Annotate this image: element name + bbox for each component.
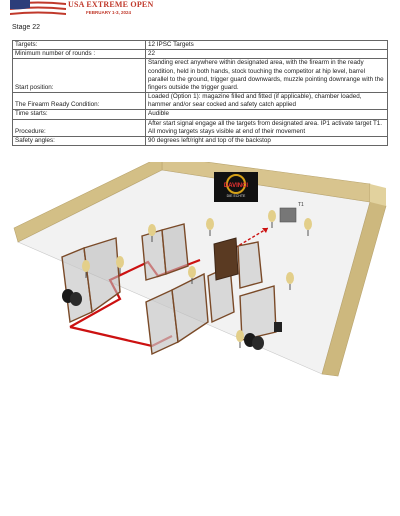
row-label: Safety angles: — [13, 136, 146, 145]
target — [236, 330, 244, 348]
row-label: Start position: — [13, 59, 146, 93]
table-row — [13, 136, 388, 145]
table-row — [13, 93, 388, 110]
stage-diagram — [12, 162, 388, 382]
barrel — [274, 322, 282, 332]
table-row — [13, 41, 388, 50]
banner-subtext: DIE ECHTE — [226, 194, 246, 198]
row-value: After start signal engage all the targets from designated area. IP1 activate target T1. All moving targets stays visible at end of their movement — [146, 119, 388, 136]
logo-date: FEBRUARY 1-3, 2024 — [86, 10, 132, 15]
banner-text: DAVINCI — [223, 183, 249, 189]
row-value: Standing erect anywhere within designated area, with the firearm in the ready condition, held in both hands, stock touching the competitor at hip level, barrel parallel to the ground, trigger guard downwards, muzzle pointing downrange with the fingers outside the trigger guard. — [146, 59, 388, 93]
sponsor-banner — [214, 172, 258, 202]
row-label: Procedure: — [13, 119, 146, 136]
table-row — [13, 50, 388, 59]
row-value: 90 degrees left/right and top of the backstop — [146, 136, 388, 145]
row-value: 22 — [146, 50, 388, 59]
american-flag-icon — [10, 0, 66, 18]
event-logo — [10, 0, 154, 20]
door — [214, 238, 238, 280]
row-label: The Firearm Ready Condition: — [13, 93, 146, 110]
row-label: Time starts: — [13, 110, 146, 119]
stage-title: Stage 22 — [12, 24, 41, 31]
stage-info-table — [12, 40, 388, 146]
logo-title: USA EXTREME OPEN — [68, 0, 154, 9]
row-value: Audible — [146, 110, 388, 119]
row-value: Loaded (Option 1): magazine filled and fitted (if applicable), chamber loaded, hammer and/or sear cocked and safety catch applied — [146, 93, 388, 110]
table-row — [13, 110, 388, 119]
table-row — [13, 119, 388, 136]
row-value: 12 IPSC Targets — [146, 41, 388, 50]
row-label: Minimum number of rounds : — [13, 50, 146, 59]
row-label: Targets: — [13, 41, 146, 50]
table-row — [13, 59, 388, 93]
t1-label: T1 — [298, 202, 304, 208]
